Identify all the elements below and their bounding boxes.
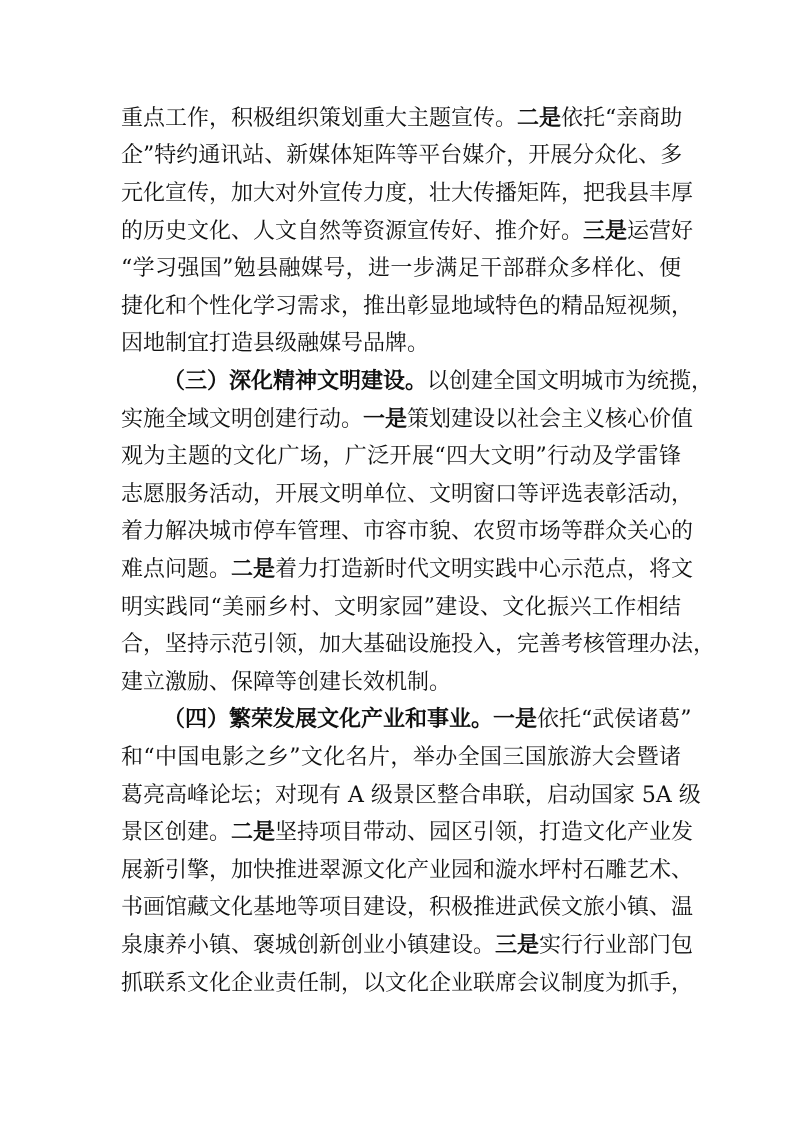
emphasis-label: 二是	[231, 820, 276, 845]
paragraph-line: 企”特约通讯站、新媒体矩阵等平台媒介，开展分众化、多	[121, 143, 683, 168]
paragraph-line: 抓联系文化企业责任制，以文化企业联席会议制度为抓手，	[121, 971, 694, 996]
paragraph-line: 和“中国电影之乡”文化名片，举办全国三国旅游大会暨诸	[121, 745, 681, 770]
paragraph-line: 泉康养小镇、褒城创新创业小镇建设。三是实行行业部门包	[121, 933, 694, 958]
section-heading: （三）深化精神文明建设。	[163, 369, 428, 394]
paragraph-line: 元化宣传，加大对外宣传力度，壮大传播矩阵，把我县丰厚	[121, 181, 694, 206]
section-heading: （四）繁荣发展文化产业和事业。	[163, 707, 494, 732]
paragraph-line: 观为主题的文化广场，广泛开展“四大文明”行动及学雷锋	[121, 444, 681, 469]
emphasis-label: 三是	[495, 933, 540, 958]
paragraph-line: 景区创建。二是坚持项目带动、园区引领，打造文化产业发	[121, 820, 694, 845]
emphasis-label: 二是	[517, 106, 562, 131]
emphasis-label: 一是	[363, 407, 408, 432]
paragraph-line: 难点问题。二是着力打造新时代文明实践中心示范点，将文	[121, 557, 694, 582]
section-heading-line: （四）繁荣发展文化产业和事业。一是依托“武侯诸葛”	[163, 707, 692, 732]
paragraph-line: “学习强国”勉县融媒号，进一步满足干部群众多样化、便	[121, 256, 681, 281]
paragraph-line: 葛亮高峰论坛；对现有 A 级景区整合串联，启动国家 5A 级	[121, 783, 701, 808]
paragraph-line: 重点工作，积极组织策划重大主题宣传。二是依托“亲商助	[121, 106, 683, 131]
section-heading-line: （三）深化精神文明建设。以创建全国文明城市为统揽，	[163, 369, 714, 394]
paragraph-line: 志愿服务活动，开展文明单位、文明窗口等评选表彰活动，	[121, 482, 694, 507]
paragraph-line: 着力解决城市停车管理、市容市貌、农贸市场等群众关心的	[121, 519, 694, 544]
paragraph-line: 书画馆藏文化基地等项目建设，积极推进武侯文旅小镇、温	[121, 895, 694, 920]
paragraph-line: 实施全域文明创建行动。一是策划建设以社会主义核心价值	[121, 407, 694, 432]
paragraph-line: 展新引擎，加快推进翠源文化产业园和漩水坪村石雕艺术、	[121, 858, 694, 883]
paragraph-line: 明实践同“美丽乡村、文明家园”建设、文化振兴工作相结	[121, 595, 681, 620]
paragraph-line: 捷化和个性化学习需求，推出彰显地域特色的精品短视频，	[121, 294, 694, 319]
paragraph-line: 的历史文化、人文自然等资源宣传好、推介好。三是运营好	[121, 219, 694, 244]
emphasis-label: 一是	[493, 707, 538, 732]
paragraph-line: 因地制宜打造县级融媒号品牌。	[121, 331, 430, 356]
paragraph-line: 合，坚持示范引领，加大基础设施投入，完善考核管理办法，	[121, 632, 716, 657]
paragraph-line: 建立激励、保障等创建长效机制。	[121, 670, 452, 695]
emphasis-label: 二是	[231, 557, 276, 582]
emphasis-label: 三是	[583, 219, 628, 244]
